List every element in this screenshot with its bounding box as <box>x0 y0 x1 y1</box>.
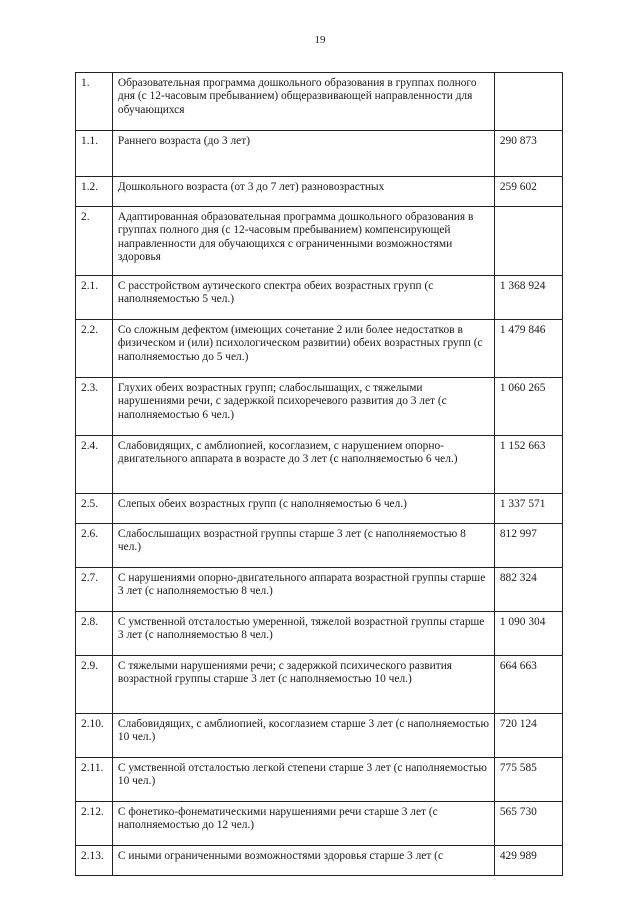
table-row <box>76 846 563 876</box>
row-description: Слепых обеих возрастных групп (с наполняемостью 6 чел.) <box>112 494 494 524</box>
row-value: 1 368 924 <box>494 276 562 320</box>
row-value: 259 602 <box>494 177 562 207</box>
row-description: Образовательная программа дошкольного образования в группах полного дня (с 12-часовым пребыванием) общеразвивающей направленности для обучающихся <box>112 73 494 131</box>
row-description: С расстройством аутического спектра обеих возрастных групп (с наполняемостью 5 чел.) <box>112 276 494 320</box>
table-row <box>76 73 563 131</box>
table-row <box>76 758 563 802</box>
row-value: 1 060 265 <box>494 378 562 436</box>
table-row <box>76 436 563 494</box>
row-value: 882 324 <box>494 568 562 612</box>
table-row <box>76 276 563 320</box>
row-value <box>494 207 562 276</box>
row-number: 2.12. <box>76 802 113 846</box>
row-description: Со сложным дефектом (имеющих сочетание 2 или более недостатков в физическом и (или) психологическом развитии) обеих возрастных групп (с наполняемостью до 5 чел.) <box>112 320 494 378</box>
table-row <box>76 656 563 714</box>
page-number: 19 <box>314 34 326 46</box>
row-value: 1 479 846 <box>494 320 562 378</box>
row-value: 1 337 571 <box>494 494 562 524</box>
row-number: 2.10. <box>76 714 113 758</box>
table-row <box>76 177 563 207</box>
row-number: 1.1. <box>76 131 113 177</box>
row-value: 565 730 <box>494 802 562 846</box>
table-row <box>76 568 563 612</box>
row-number: 2.5. <box>76 494 113 524</box>
row-number: 2.8. <box>76 612 113 656</box>
row-value: 720 124 <box>494 714 562 758</box>
table-row <box>76 131 563 177</box>
table-row <box>76 524 563 568</box>
row-description: Адаптированная образовательная программа дошкольного образования в группах полного дня (с 12-часовым пребыванием) компенсирующей направленности для обучающихся с ограниченными возможностями здоровья <box>112 207 494 276</box>
row-number: 2.4. <box>76 436 113 494</box>
table-row <box>76 494 563 524</box>
row-number: 2. <box>76 207 113 276</box>
row-description: Раннего возраста (до 3 лет) <box>112 131 494 177</box>
cost-table <box>75 72 563 876</box>
row-description: Дошкольного возраста (от 3 до 7 лет) разновозрастных <box>112 177 494 207</box>
row-description: Слабовидящих, с амблиопией, косоглазием, с нарушением опорно-двигательного аппарата в возрасте до 3 лет (с наполняемостью 6 чел.) <box>112 436 494 494</box>
row-description: Слабовидящих, с амблиопией, косоглазием старше 3 лет (с наполняемостью 10 чел.) <box>112 714 494 758</box>
row-number: 2.9. <box>76 656 113 714</box>
row-description: Глухих обеих возрастных групп; слабослышащих, с тяжелыми нарушениями речи, с задержкой психоречевого развития до 3 лет (с наполняемостью 6 чел.) <box>112 378 494 436</box>
row-description: С умственной отсталостью умеренной, тяжелой возрастной группы старше 3 лет (с наполняемостью 8 чел.) <box>112 612 494 656</box>
row-value: 1 152 663 <box>494 436 562 494</box>
row-number: 2.2. <box>76 320 113 378</box>
table-row <box>76 207 563 276</box>
row-value <box>494 73 562 131</box>
row-description: Слабослышащих возрастной группы старше 3 лет (с наполняемостью 8 чел.) <box>112 524 494 568</box>
table-row <box>76 612 563 656</box>
row-number: 2.7. <box>76 568 113 612</box>
row-value: 812 997 <box>494 524 562 568</box>
table-row <box>76 320 563 378</box>
row-number: 2.1. <box>76 276 113 320</box>
row-value: 775 585 <box>494 758 562 802</box>
row-description: С фонетико-фонематическими нарушениями речи старше 3 лет (с наполняемостью до 12 чел.) <box>112 802 494 846</box>
row-number: 2.11. <box>76 758 113 802</box>
table-row <box>76 378 563 436</box>
row-number: 2.13. <box>76 846 113 876</box>
row-value: 429 989 <box>494 846 562 876</box>
row-number: 1. <box>76 73 113 131</box>
row-description: С иными ограниченными возможностями здоровья старше 3 лет (с <box>112 846 494 876</box>
row-value: 664 663 <box>494 656 562 714</box>
row-number: 1.2. <box>76 177 113 207</box>
row-value: 290 873 <box>494 131 562 177</box>
table-row <box>76 714 563 758</box>
row-description: С нарушениями опорно-двигательного аппарата возрастной группы старше 3 лет (с наполняемостью 8 чел.) <box>112 568 494 612</box>
row-value: 1 090 304 <box>494 612 562 656</box>
row-description: С умственной отсталостью легкой степени старше 3 лет (с наполняемостью 10 чел.) <box>112 758 494 802</box>
row-number: 2.6. <box>76 524 113 568</box>
row-number: 2.3. <box>76 378 113 436</box>
table-row <box>76 802 563 846</box>
row-description: С тяжелыми нарушениями речи; с задержкой психического развития возрастной группы старше 3 лет (с наполняемостью 10 чел.) <box>112 656 494 714</box>
